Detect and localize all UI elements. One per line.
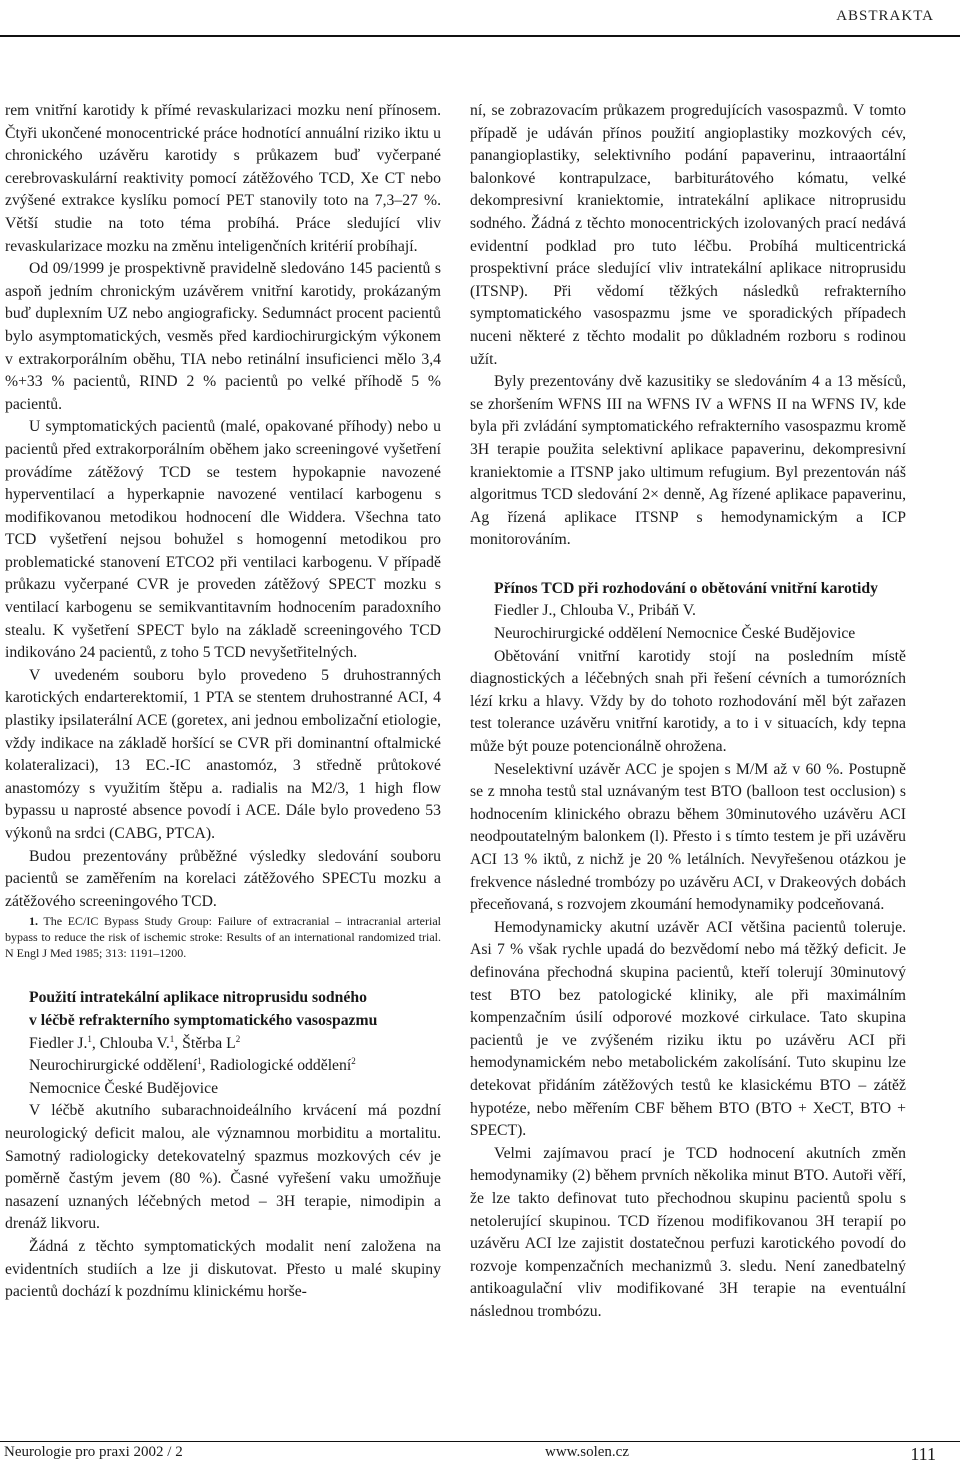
abstract-title-line: Použití intratekální aplikace nitroprusidu sodného xyxy=(29,989,367,1007)
paragraph: Budou prezentovány průběžné výsledky sledování souboru pacientů se zaměřením na korelaci zátěžového SPECTu mozku a zátěžového screeningového TCD. xyxy=(5,847,441,910)
author: , Štěrba L xyxy=(174,1034,236,1052)
paragraph: Velmi zajímavou prací je TCD hodnocení akutních změn hemodynamiky (2) během prvních několika minut BTO. Autoři věří, že lze takto definovat tuto přechodnou skupinu pacientů spolu s netolerující skupinou. TCD řízenou modifikovanou 3H terapií po uzávěru ACI lze zajistit dostatečnou perfuzi karotického povodí do rozvoje kompenzačních mechanizmů 3. sledu. Není zanedbatelný antikoagulační vliv modifikované 3H terapie na eventuální následnou trombózu. xyxy=(470,1144,906,1320)
paragraph: Žádná z těchto symptomatických modalit není založena na evidentních studiích a lze ji diskutovat. Přesto u malé skupiny pacientů dochází k pozdnímu klinickému horše- xyxy=(5,1237,441,1301)
affiliation-marker: 2 xyxy=(235,1033,241,1044)
abstract-title: Přínos TCD při rozhodování o obětování vnitřní karotidy xyxy=(494,579,878,597)
affiliation-marker: 1 xyxy=(87,1033,92,1044)
running-header xyxy=(0,0,960,34)
authors xyxy=(5,1033,441,1056)
author: Fiedler J. xyxy=(29,1034,88,1052)
paragraph: ní, se zobrazovacím průkazem progredujících vasospazmů. V tomto případě je udáván přínos použití angioplastiky mozkových cév, panangioplastiky, selektivního podání papaverinu, intraaortální balonkové kontrapulzace, barbiturátového kómatu, velké dekompresivní kraniektomie, intratekální aplikace nitroprusidu sodného. Žádná z těchto monocentrických izolovaných prací nedává evidentní podklad pro tuto léčbu. Probíhá multicentrická prospektivní práce sledující vliv intratekální aplikace nitroprusidu (ITSNP). Při vědomí těžkých následků refrakterního symptomatického vasospazmu jsme ve sporadických případech nuceni některé z těchto modalit po důkladném rozboru s rodinou užít. xyxy=(470,102,906,368)
abstract-title-line: v léčbě refrakterního symptomatického vasospazmu xyxy=(29,1011,378,1029)
affiliation-hospital: Nemocnice České Budějovice xyxy=(29,1079,219,1097)
paragraph: Byly prezentovány dvě kazusitiky se sledováním 4 a 13 měsíců, se zhoršením WFNS III na WFNS IV a WFNS II na WFNS IV, kde byla při zvládání symptomatického refrakterního vasospazmu kromě 3H terapie použita selektivní aplikace papaverinu, dekompresivní kraniektomie a ITSNP jako ultimum refugium. Byl prezentován náš algoritmus TCD sledování 2× denně, Ag řízené aplikace papaverinu, Ag řízená aplikace ITSNP s hemodynamickým a ICP monitorováním. xyxy=(470,373,906,549)
section-label: ABSTRAKTA xyxy=(836,8,934,24)
paragraph: U symptomatických pacientů (malé, opakované příhody) nebo u pacientů před extrakorporálním oběhem jako screeningové vyšetření provádíme zátěžový TCD se testem hypokapnie navozené hyperventilací a hyperkapnie navozené ventilací karbogenu s modifikovanou metodikou hodnocení dle Widdera. Všechna tato TCD vyšetření nejsou bohužel s homogenní metodikou pro problematické stanovení ETCO2 při ventilaci karbogenu. V případě průkazu vyčerpané CVR je proveden zátěžový SPECT mozku s ventilací karbogenu se semikvantitavním hodnocením paradoxního stealu. K vyšetření SPECT bylo na základě screeningového TCD indikováno 24 pacientů, z toho 5 TCD nevyšetřitelných. xyxy=(5,418,441,662)
abstract-title xyxy=(5,987,441,1032)
page-number: 111 xyxy=(910,1444,936,1464)
paragraph: Neselektivní uzávěr ACC je spojen s M/M až v 60 %. Postupně se z mnoha testů stal uznávaným test BTO (balloon test occlusion) s hodnocením klinického obrazu během 30minutového uzávěru ACI neodpoutatelným balonkem (l). Přesto i s tímto testem je při uzávěru ACI 13 % iktů, z nichž je 20 % letálních. Nevyřešenou otázkou je frekvence následné trombózy po uzávěru ACI, v Drakeových dobách přeceňovaná, s rozvojem zkoumání hemodynamiky podceňovaná. xyxy=(470,760,906,914)
reference xyxy=(5,913,441,961)
affiliation-marker: 2 xyxy=(351,1055,356,1066)
affiliation: Neurochirurgické oddělení Nemocnice České Budějovice xyxy=(494,625,856,643)
left-column xyxy=(5,100,441,1304)
paragraph: V uvedeném souboru bylo provedeno 5 druhostranných karotických endarterektomií, 1 PTA se stentem druhostranné ACI, 4 plastiky ipsilaterální ACE (goretex, ani jednou embolizační etiologie, vždy indikace na základě horšící se CVR při dominantní oftalmické kolateralizaci), 13 EC.-IC anastomóz, 3 středně průtokové anastomózy s využitím štěpu a. radialis na M2/3, 1 high flow bypassu u naprosté absence povodí i ACE. Dále bylo provedeno 53 výkonů na srdci (CABG, PTCA). xyxy=(5,666,441,842)
footer-rule xyxy=(0,1441,960,1442)
affiliation-marker: 1 xyxy=(169,1033,175,1044)
reference-number: 1. xyxy=(29,914,38,929)
header-rule xyxy=(0,35,960,37)
affiliation-dept: Neurochirurgické oddělení xyxy=(29,1057,198,1075)
reference-text: The EC/IC Bypass Study Group: Failure of extracranial – intracranial arterial bypass to reduce the risk of ischemic stroke: Results of an international randomized trial. N Engl J Med 1985; 313: 1191–1200. xyxy=(5,914,441,961)
paragraph: Obětování vnitřní karotidy stojí na posledním místě diagnostických a léčebných snah při řešení cévních a tumorózních lézí krku a hlavy. Vždy by do tohoto rozhodování měl být zařazen test tolerance uzávěru vnitřní karotidy, a to i v situacích, kdy tepna může být pouze potencionálně ohrožena. xyxy=(470,647,906,756)
right-column xyxy=(470,100,906,1323)
author: , Chlouba V. xyxy=(91,1034,170,1052)
affiliation-dept: , Radiologické oddělení xyxy=(201,1057,352,1075)
affiliation-marker: 1 xyxy=(197,1055,202,1066)
affiliation xyxy=(5,1055,441,1078)
authors: Fiedler J., Chlouba V., Pribáň V. xyxy=(494,602,696,620)
paragraph: Od 09/1999 je prospektivně pravidelně sledováno 145 pacientů s aspoň jedním chronickým uzávěrem vnitřní karotidy, prokázaným buď duplexním UZ nebo angiograficky. Sedumnáct procent pacientů bylo asymptomatických, vesměs před kardiochirurgickým výkonem v extrakorporálním oběhu, TIA nebo retinální insuficienci mělo 3,4 %+33 % pacientů, RIND 2 % pacientů po velké příhodě 5 % pacientů. xyxy=(5,260,441,413)
paragraph: V léčbě akutního subarachnoideálního krvácení má pozdní neurologický deficit malou, ale významnou morbiditu a mortalitu. Samotný radiologicky detekovatelný spazmus mozkových cév je poměrně častým jevem (80 %). Časné vyřešení vaku umožňuje nasazení uznaných léčebných metod – 3H terapie, nimodipin a drenáž likvoru. xyxy=(5,1102,441,1233)
paragraph: Hemodynamicky akutní uzávěr ACI většina pacientů toleruje. Asi 7 % však rychle upadá do bezvědomí nebo má těžký deficit. Je definována přechodná skupina pacientů, kteří tolerují 30minutový test BTO bez patologické kliniky, ale při maximálním kompenzačním úsilí odporové mozkové cirkulace. Tato skupina pacientů je ve zvýšeném riziku iktu po uzávěru ACI při hemodynamickém nebo metabolickém zakolísání. Tuto skupinu lze detekovat přidáním zátěžových testů ke klasickému BTO – zátěž hypotéze, nebo měřením CBF během BTO (BTO + XeCT, BTO + SPECT). xyxy=(470,918,906,1140)
journal-issue: Neurologie pro praxi 2002 / 2 xyxy=(4,1444,183,1460)
paragraph: rem vnitřní karotidy k přímé revaskularizaci mozku není přínosem. Čtyři ukončené monocentrické práce hodnotící annuální riziko iktu u chronického uzávěru karotidy s průkazem buď vyčerpané cerebrovaskulární reaktivity pomocí zátěžového TCD, Xe CT nebo zvýšené extrakce kyslíku pomocí PET stanovily toto na 7,3–27 %. Větší studie na toto téma probíhá. Práce sledující vliv revaskularizace mozku na změnu inteligenčních kritérií probíhají. xyxy=(5,102,441,255)
publisher-url[interactable]: www.solen.cz xyxy=(545,1444,630,1460)
